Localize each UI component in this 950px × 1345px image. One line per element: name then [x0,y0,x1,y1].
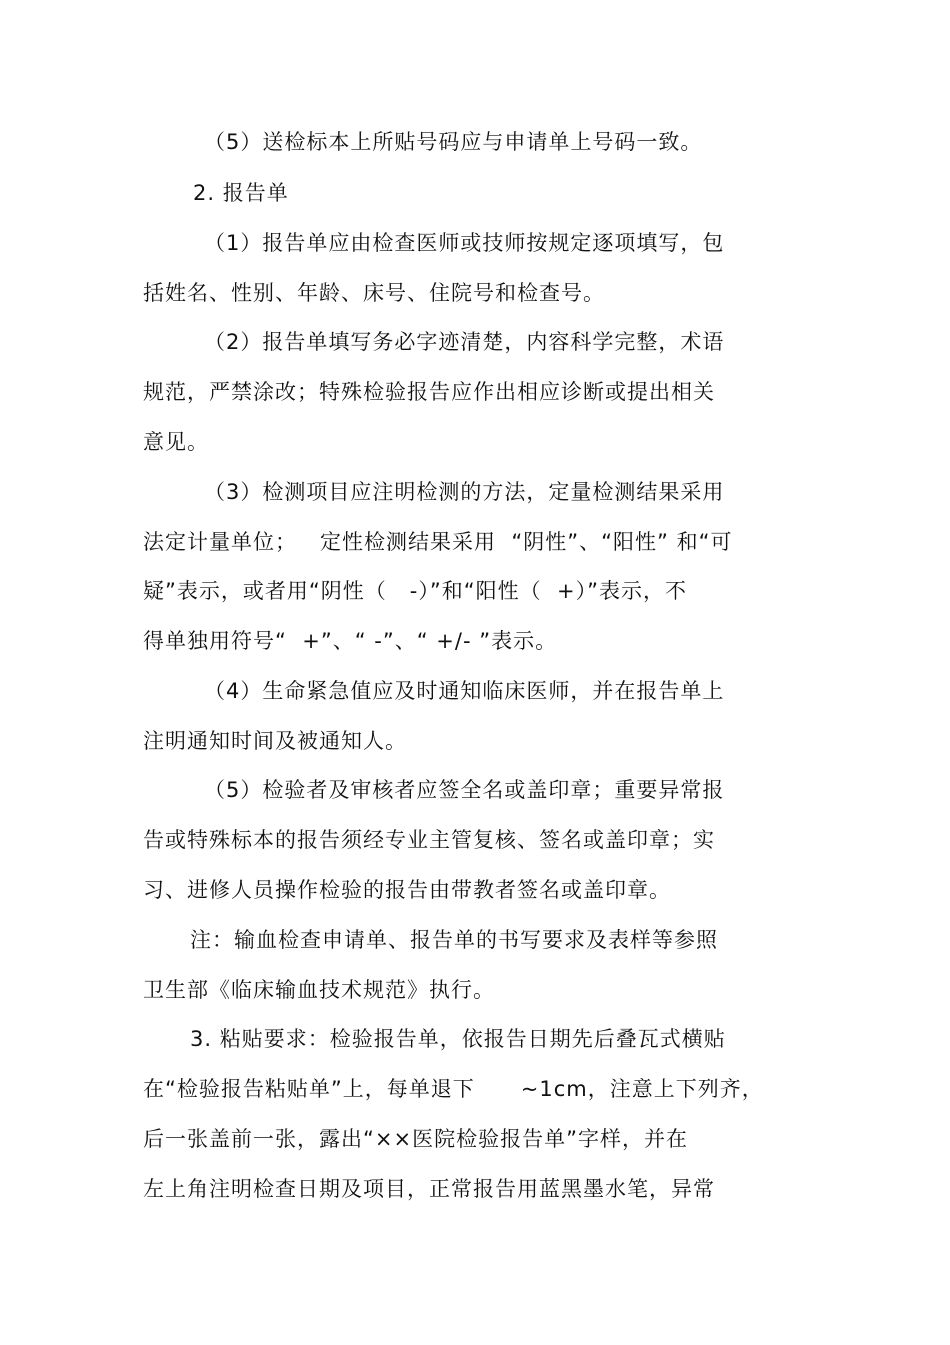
text-line: （5）检验者及审核者应签全名或盖印章；重要异常报 [204,778,725,802]
text-line: （4）生命紧急值应及时通知临床医师，并在报告单上 [204,679,725,703]
text-line: 疑”表示，或者用“阴性（ -）”和“阳性（ +）”表示，不 [143,579,687,603]
text-line: 告或特殊标本的报告须经专业主管复核、签名或盖印章；实 [143,828,715,852]
text-line: 括姓名、性别、年龄、床号、住院号和检查号。 [143,281,605,305]
text-line: 习、进修人员操作检验的报告由带教者签名或盖印章。 [143,878,671,902]
text-line: （3）检测项目应注明检测的方法，定量检测结果采用 [204,480,725,504]
text-line: 意见。 [143,430,209,454]
text-line: 得单独用符号“ +”、“ -”、“ +/- ”表示。 [143,629,558,653]
text-line: （1）报告单应由检查医师或技师按规定逐项填写，包 [204,231,725,255]
text-line: 法定计量单位； 定性检测结果采用 “阴性”、“阳性” 和“可 [143,530,733,554]
note-line: 注：输血检查申请单、报告单的书写要求及表样等参照 [190,928,718,952]
note-line: 卫生部《临床输血技术规范》执行。 [143,978,495,1002]
text-line: 注明通知时间及被通知人。 [143,729,407,753]
text-line: （5）送检标本上所贴号码应与申请单上号码一致。 [204,130,703,154]
text-line: 左上角注明检查日期及项目，正常报告用蓝黑墨水笔，异常 [143,1177,715,1201]
text-line: 规范，严禁涂改；特殊检验报告应作出相应诊断或提出相关 [143,380,715,404]
text-line: 在“检验报告粘贴单”上，每单退下 ~1cm，注意上下列齐， [143,1077,764,1101]
text-line: （2）报告单填写务必字迹清楚，内容科学完整，术语 [204,330,725,354]
section-heading: 2. 报告单 [193,181,289,205]
text-line: 后一张盖前一张，露出“××医院检验报告单”字样，并在 [143,1127,688,1151]
section-heading: 3. 粘贴要求：检验报告单，依报告日期先后叠瓦式横贴 [190,1027,726,1051]
